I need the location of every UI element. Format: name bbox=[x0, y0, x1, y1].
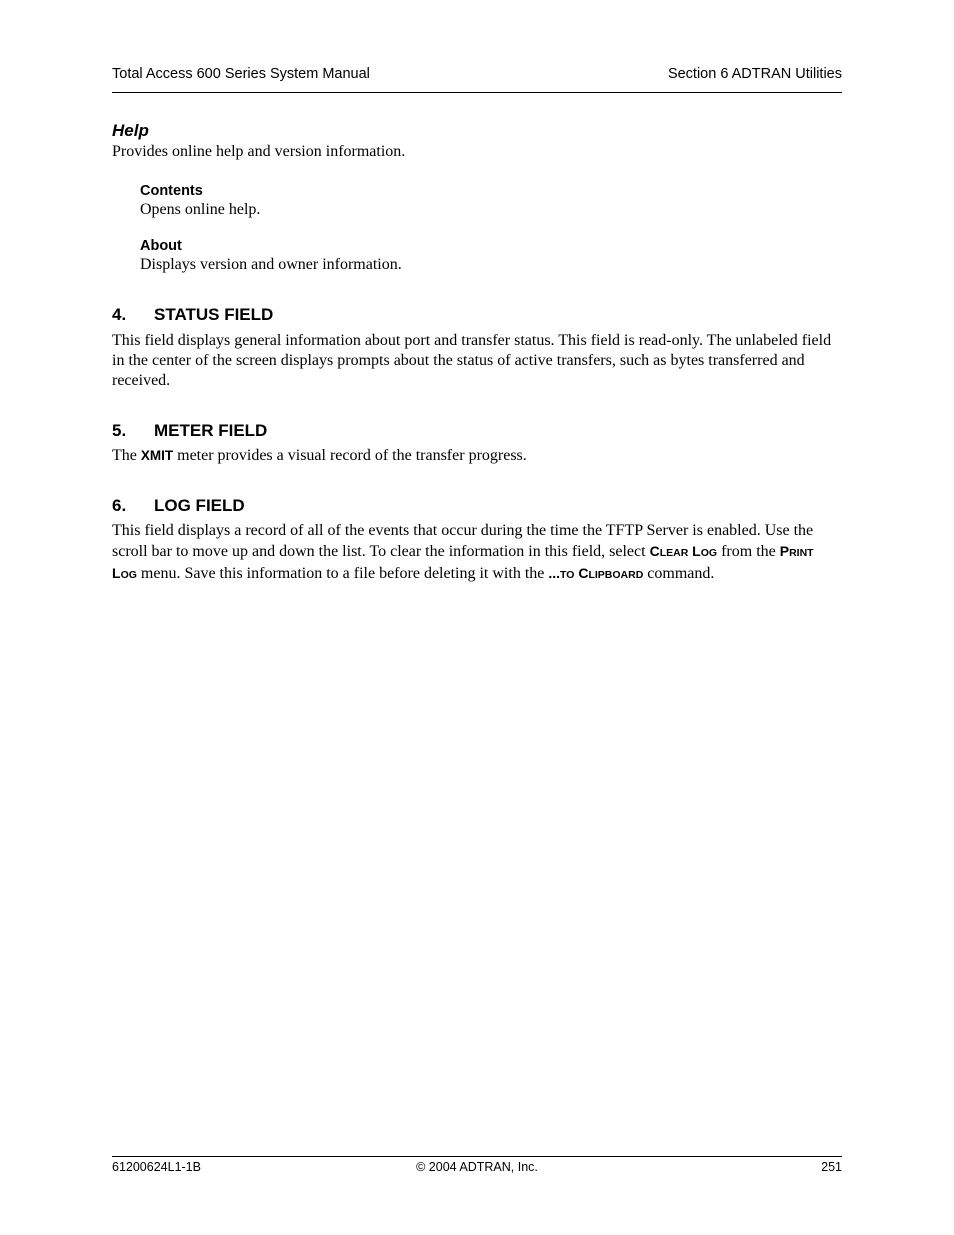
section-heading bbox=[112, 495, 842, 517]
page-footer bbox=[112, 1160, 842, 1178]
section-body bbox=[112, 446, 842, 466]
section-title: METER FIELD bbox=[154, 421, 268, 440]
body-text: from the bbox=[717, 543, 780, 560]
section-body: This field displays general information about port and transfer status. This field is read-only. The unlabeled field in the center of the screen displays prompts about the status of active transfers, such as bytes transferred and received. bbox=[112, 332, 832, 389]
help-item-title: Contents bbox=[140, 183, 203, 199]
term-xmit: XMIT bbox=[140, 448, 174, 463]
body-text: This field displays a record of all of the events that occur during the time the TFTP Server is enabled. Use the scroll bar to move up and down the list. To clear the information in this field, select bbox=[112, 522, 814, 560]
header-section-title: Section 6 ADTRAN Utilities bbox=[667, 66, 842, 82]
help-item-title: About bbox=[140, 238, 182, 254]
section-title: STATUS FIELD bbox=[154, 305, 274, 324]
footer-page-number: 251 bbox=[821, 1160, 842, 1174]
help-item-contents bbox=[140, 182, 842, 220]
term-to-clipboard: ...TO CLIPBOARD bbox=[548, 565, 644, 581]
body-text: command. bbox=[643, 565, 715, 582]
section-heading bbox=[112, 304, 842, 326]
section-log-field bbox=[112, 495, 842, 585]
help-item-description: Displays version and owner information. bbox=[140, 256, 402, 273]
body-text: meter provides a visual record of the transfer progress. bbox=[173, 447, 527, 464]
section-title: LOG FIELD bbox=[154, 496, 245, 515]
footer-copyright: © 2004 ADTRAN, Inc. bbox=[416, 1160, 538, 1174]
term-print-log: PRINT LOG bbox=[112, 543, 814, 581]
section-number: 6. bbox=[112, 496, 127, 515]
help-description: Provides online help and version information. bbox=[112, 143, 406, 160]
footer-part-number: 61200624L1-1B bbox=[112, 1160, 201, 1174]
page-header bbox=[112, 65, 842, 87]
section-number: 4. bbox=[112, 305, 127, 324]
footer-rule bbox=[112, 1156, 842, 1157]
section-number: 5. bbox=[112, 421, 127, 440]
help-item-description: Opens online help. bbox=[140, 201, 261, 218]
section-heading bbox=[112, 420, 842, 442]
help-item-about bbox=[140, 237, 842, 275]
section-meter-field bbox=[112, 420, 842, 466]
term-clear-log: CLEAR LOG bbox=[649, 543, 718, 559]
section-status-field bbox=[112, 304, 842, 391]
header-rule bbox=[112, 92, 842, 93]
body-text: The bbox=[112, 447, 141, 464]
body-text: menu. Save this information to a file before deleting it with the bbox=[136, 565, 549, 582]
page-content bbox=[112, 120, 842, 585]
help-heading: Help bbox=[112, 121, 149, 140]
header-manual-title: Total Access 600 Series System Manual bbox=[112, 66, 370, 82]
section-body bbox=[112, 521, 842, 585]
